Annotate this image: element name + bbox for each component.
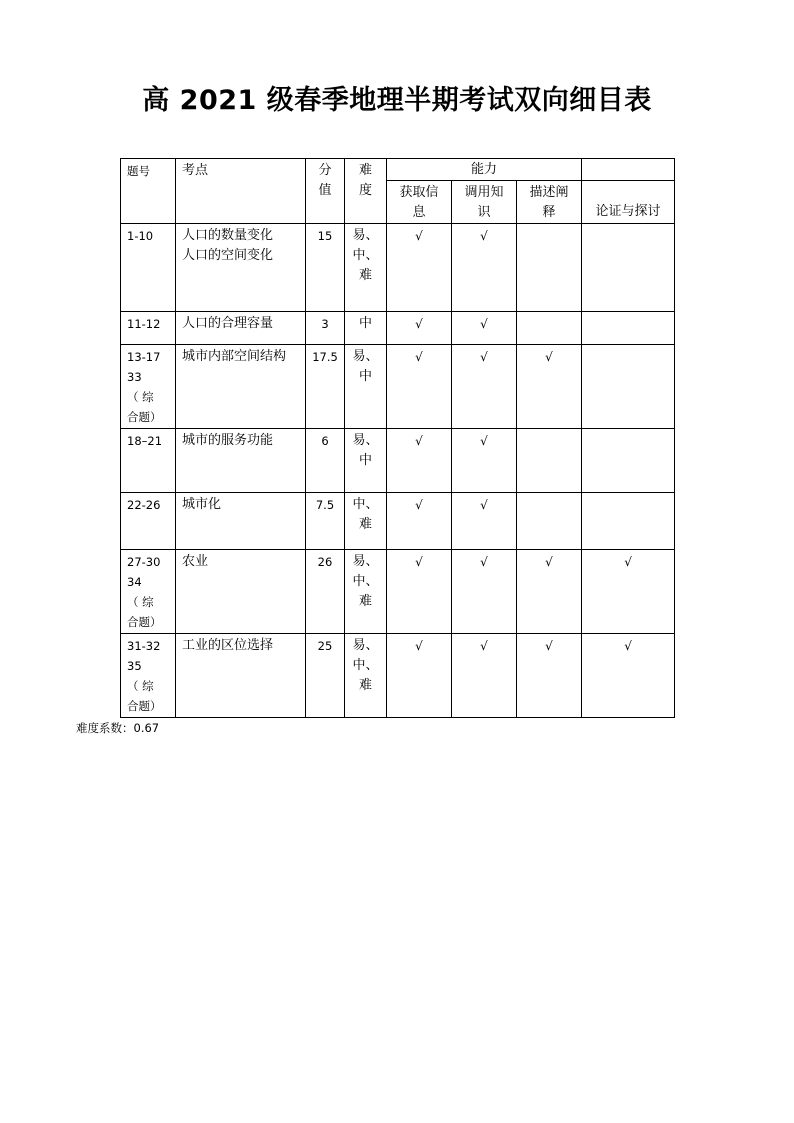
question-number-line: （ 综 (127, 595, 154, 609)
difficulty-cell (345, 224, 387, 312)
topic-line: 城市化 (182, 497, 222, 512)
topic-line: 人口的数量变化 (182, 228, 274, 243)
difficulty-line: 难 (358, 594, 372, 609)
question-number-cell (121, 634, 176, 718)
score-cell: 7.5 (306, 493, 345, 550)
question-number-cell (121, 345, 176, 429)
question-number-cell (121, 312, 176, 345)
header-score-line1: 分 (318, 163, 332, 178)
question-number-cell (121, 224, 176, 312)
header-ability-blank (582, 159, 675, 181)
score-cell: 6 (306, 429, 345, 493)
page-title: 高 2021 级春季地理半期考试双向细目表 (142, 85, 652, 116)
header-score-line2: 值 (318, 183, 332, 198)
header-ability-info (387, 181, 452, 224)
header-difficulty (345, 159, 387, 224)
topic-line: 人口的空间变化 (182, 248, 274, 263)
table-row (121, 493, 675, 550)
difficulty-line: 难 (358, 517, 372, 532)
score-cell: 15 (306, 224, 345, 312)
ability-check-cell (517, 224, 582, 312)
ability-check-cell: √ (387, 429, 452, 493)
topic-cell (176, 550, 306, 634)
difficulty-cell (345, 345, 387, 429)
header-topic: 考点 (176, 159, 306, 224)
ability-check-cell: √ (452, 312, 517, 345)
table-row (121, 429, 675, 493)
topic-cell (176, 634, 306, 718)
difficulty-cell (345, 493, 387, 550)
ability-check-cell (582, 345, 675, 429)
difficulty-line: 中、 (352, 497, 379, 512)
header-row (121, 159, 675, 181)
topic-cell (176, 345, 306, 429)
ability-check-cell (582, 224, 675, 312)
header-difficulty-line1: 难 (358, 163, 372, 178)
header-difficulty-line2: 度 (358, 183, 372, 198)
ability-check-cell: √ (387, 634, 452, 718)
difficulty-line: 易、 (352, 349, 379, 364)
ability-describe-line1: 描述阐 (529, 185, 569, 200)
table-row (121, 345, 675, 429)
difficulty-line: 难 (358, 678, 372, 693)
question-number-line: 18–21 (127, 434, 163, 448)
table-row (121, 312, 675, 345)
difficulty-line: 中 (358, 453, 372, 468)
ability-info-line2: 息 (412, 205, 426, 220)
score-cell: 3 (306, 312, 345, 345)
difficulty-line: 难 (358, 268, 372, 283)
difficulty-cell (345, 429, 387, 493)
ability-check-cell: √ (387, 345, 452, 429)
question-number-line: 合题） (127, 615, 162, 629)
table-row (121, 634, 675, 718)
topic-cell (176, 493, 306, 550)
topic-line: 城市内部空间结构 (182, 349, 287, 364)
ability-check-cell (517, 493, 582, 550)
question-number-line: （ 综 (127, 390, 154, 404)
question-number-line: 22-26 (127, 498, 161, 512)
header-ability: 能力 (387, 159, 582, 181)
score-cell: 26 (306, 550, 345, 634)
ability-check-cell: √ (452, 345, 517, 429)
ability-check-cell: √ (582, 550, 675, 634)
question-number-cell (121, 429, 176, 493)
header-ability-argue: 论证与探讨 (582, 181, 675, 224)
topic-cell (176, 224, 306, 312)
difficulty-line: 易、 (352, 638, 379, 653)
ability-check-cell (517, 429, 582, 493)
topic-cell (176, 312, 306, 345)
question-number-line: 27-30 (127, 555, 161, 569)
difficulty-coefficient-note: 难度系数：0.67 (76, 721, 160, 735)
ability-check-cell: √ (387, 493, 452, 550)
topic-line: 农业 (182, 554, 209, 569)
ability-check-cell: √ (582, 634, 675, 718)
difficulty-line: 中 (358, 316, 372, 331)
difficulty-cell (345, 550, 387, 634)
ability-check-cell (582, 493, 675, 550)
question-number-line: 1-10 (127, 229, 154, 243)
ability-check-cell (582, 312, 675, 345)
difficulty-line: 易、 (352, 554, 379, 569)
ability-check-cell: √ (517, 345, 582, 429)
ability-check-cell: √ (517, 634, 582, 718)
ability-check-cell: √ (517, 550, 582, 634)
topic-cell (176, 429, 306, 493)
ability-knowledge-line2: 识 (477, 205, 491, 220)
score-cell: 17.5 (306, 345, 345, 429)
ability-check-cell: √ (452, 493, 517, 550)
question-number-line: 合题） (127, 699, 162, 713)
difficulty-cell (345, 312, 387, 345)
table-row (121, 224, 675, 312)
question-number-line: 34 (127, 575, 142, 589)
ability-info-line1: 获取信 (399, 185, 439, 200)
ability-knowledge-line1: 调用知 (464, 185, 504, 200)
ability-check-cell: √ (387, 550, 452, 634)
topic-line: 城市的服务功能 (182, 433, 274, 448)
ability-check-cell: √ (452, 429, 517, 493)
question-number-cell (121, 493, 176, 550)
difficulty-line: 易、 (352, 228, 379, 243)
header-num: 题号 (121, 159, 176, 224)
question-number-line: 13-17 (127, 350, 161, 364)
difficulty-cell (345, 634, 387, 718)
question-number-line: （ 综 (127, 679, 154, 693)
score-cell: 25 (306, 634, 345, 718)
question-number-line: 31-32 (127, 639, 161, 653)
ability-check-cell: √ (452, 550, 517, 634)
question-number-line: 33 (127, 370, 142, 384)
ability-check-cell: √ (387, 224, 452, 312)
topic-line: 人口的合理容量 (182, 316, 274, 331)
header-ability-describe (517, 181, 582, 224)
specification-table (120, 158, 675, 718)
header-score (306, 159, 345, 224)
table-row (121, 550, 675, 634)
difficulty-line: 中、 (352, 248, 379, 263)
difficulty-line: 中、 (352, 658, 379, 673)
ability-check-cell (517, 312, 582, 345)
ability-check-cell: √ (387, 312, 452, 345)
topic-line: 工业的区位选择 (182, 638, 274, 653)
ability-check-cell (582, 429, 675, 493)
difficulty-line: 易、 (352, 433, 379, 448)
ability-describe-line2: 释 (542, 205, 556, 220)
ability-check-cell: √ (452, 224, 517, 312)
question-number-line: 合题） (127, 410, 162, 424)
question-number-line: 11-12 (127, 317, 161, 331)
question-number-line: 35 (127, 659, 142, 673)
ability-check-cell: √ (452, 634, 517, 718)
difficulty-line: 中、 (352, 574, 379, 589)
difficulty-line: 中 (358, 369, 372, 384)
question-number-cell (121, 550, 176, 634)
header-ability-knowledge (452, 181, 517, 224)
